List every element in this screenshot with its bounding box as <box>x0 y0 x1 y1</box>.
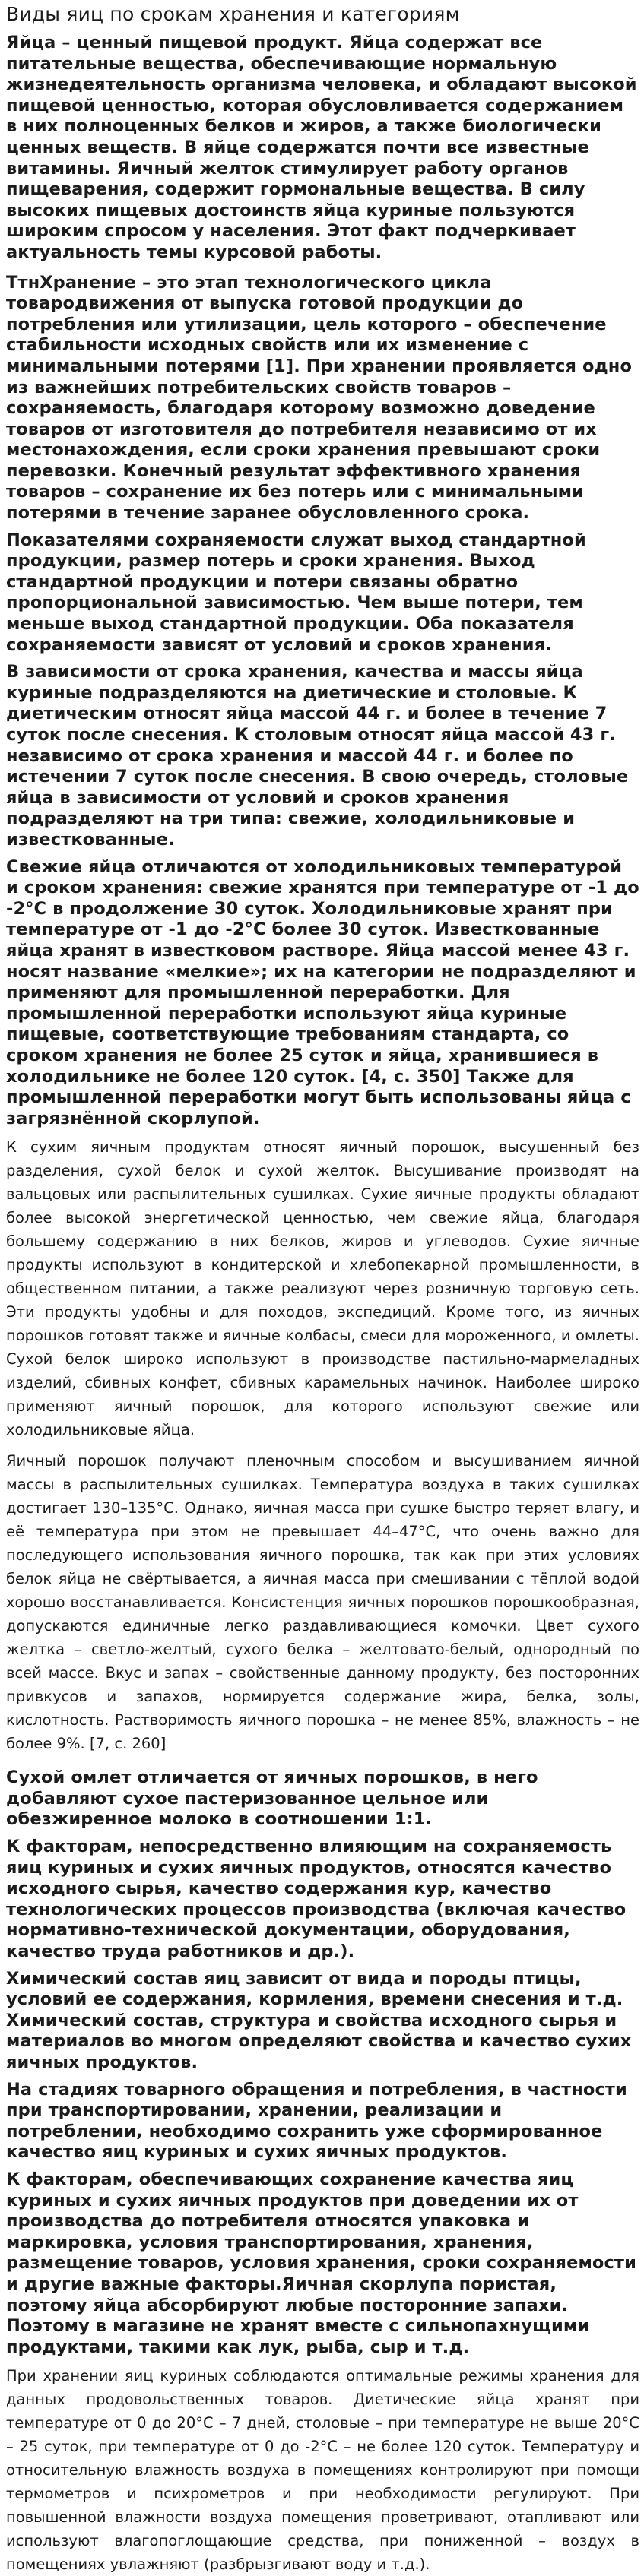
paragraph-egg-powder: Яичный порошок получают пленочным способом и высушиванием яичной массы в распылительных сушилках. Температура воздуха в таких сушилках достигает 130–135°С. Однако, яичная масса при сушке быстро теряет влагу, и её температура при этом не превышает 44–47°С, что очень важно для последующего использования яичного порошка, так как при этих условиях белок яйца не свёртывается, а яичная масса при смешивании с тёплой водой хорошо восстанавливается. Консистенция яичных порошков порошкообразная, допускаются единичные легко раздавливающиеся комочки. Цвет сухого желтка – светло-желтый, сухого белка – желтовато-белый, однородный по всей массе. Вкус и запах – свойственные данному продукту, без посторонних привкусов и запахов, нормируется содержание жира, белка, золы, кислотность. Растворимость яичного порошка – не менее 85%, влажность – не более 9%. [7, с. 260] <box>6 1452 639 1753</box>
paragraph-quality-factors: К факторам, обеспечивающих сохранение качества яиц куриных и сухих яичных продуктов при доведении их от производства до потребителя относятся упаковка и маркировка, условия транспортирования, хранения, размещение товаров, условия хранения, сроки сохраняемости и другие важные факторы.Яичная скорлупа пористая, поэтому яйца абсорбируют любые посторонние запахи. Поэтому в магазине не хранят вместе с сильнопахнущими продуктами, такими как лук, рыба, сыр и т.д. <box>6 2169 636 2357</box>
paragraph-fresh-eggs: Свежие яйца отличаются от холодильниковых температурой и сроком хранения: свежие хранятся при температуре от -1 до -2°С в продолжение 30 суток. Холодильниковые хранят при температуре от -1 до -2°С более 30 суток. Известкованные яйца хранят в известковом растворе. Яйца массой менее 43 г. носят название «мелкие»; их на категории не подразделяют и применяют для промышленной переработки. Для промышленной переработки используют яйца куриные пищевые, соответствующие требованиям стандарта, со сроком хранения не более 25 суток и яйца, хранившиеся в холодильнике не более 120 суток. [4, с. 350] Также для промышленной переработки могут быть использованы яйца с загрязнённой скорлупой. <box>6 856 639 1128</box>
paragraph-factors: К факторам, непосредственно влияющим на сохраняемость яиц куриных и сухих яичных продуктов, относятся качество исходного сырья, качество содержания кур, качество технологических процессов производства (включая качество нормативно-технической документации, оборудования, качество труда работников и др.). <box>6 1837 627 1962</box>
paragraph-storage-definition: ТтнХранение – это этап технологического цикла товародвижения от выпуска готовой продукции до потребления или утилизации, цель которого – обеспечение стабильности исходных свойств или их изменение с минимальными потерями [1]. При хранении проявляется одно из важнейших потребительских свойств товаров – сохраняемость, благодаря которому возможно доведение товаров от изготовителя до потребителя независимо от их местонахождения, если сроки хранения превышают сроки перевозки. Конечный результат эффективного хранения товаров – сохранение их без потерь или с минимальными потерями в течение заранее обусловленного срока. <box>6 272 633 524</box>
paragraph-intro: Яйца – ценный пищевой продукт. Яйца содержат все питательные вещества, обеспечивающие нормальную жизнедеятельность организма человека, и обладают высокой пищевой ценностью, которая обусловливается содержанием в них полноценных белков и жиров, а также биологически ценных веществ. В яйце содержатся почти все известные витамины. Яичный желток стимулирует работу органов пищеварения, содержит гормональные вещества. В силу высоких пищевых достоинств яйца куриные пользуются широким спросом у населения. Этот факт подчеркивает актуальность темы курсовой работы. <box>6 33 637 262</box>
paragraph-storage-modes: При хранении яиц куриных соблюдаются оптимальные режимы хранения для данных продовольственных товаров. Диетические яйца хранят при температуре от 0 до 20°С – 7 дней, столовые – при температуре не выше 20°С – 25 суток, при температуре от 0 до -2°С – не более 120 суток. Температуру и относительную влажность воздуха в помещениях контролируют при помощи термометров и психрометров и при необходимости регулируют. При повышенной влажности воздуха помещения проветривают, отапливают или используют влагопоглощающие средства, при пониженной – воздух в помещениях увлажняют (разбрызгивают воду и т.д.). <box>6 2367 639 2574</box>
paragraph-preservation-indicators: Показателями сохраняемости служат выход стандартной продукции, размер потерь и сроки хранения. Выход стандартной продукции и потери связаны обратно пропорциональной зависимостью. Чем выше потери, тем меньше выход стандартной продукции. Оба показателя сохраняемости зависят от условий и сроков хранения. <box>6 530 586 655</box>
paragraph-chemical-composition: Химический состав яиц зависит от вида и породы птицы, условий ее содержания, кормления, времени снесения и т.д. Химический состав, структура и свойства исходного сырья и материалов во многом определяют свойства и качество сухих яичных продуктов. <box>6 1968 632 2072</box>
paragraph-dry-products: К сухим яичным продуктам относят яичный порошок, высушенный без разделения, сухой белок и сухой желток. Высушивание производят на вальцовых или распылительных сушилках. Сухие яичные продукты обладают более высокой энергетической ценностью, чем свежие яйца, благодаря большему содержанию в них белков, жиров и углеводов. Сухие яичные продукты используют в кондитерской и хлебопекарной промышленности, в общественном питании, а также реализуют через розничную торговую сеть. Эти продукты удобны и для походов, экспедиций. Кроме того, из яичных порошков готовят также и яичные колбасы, смеси для мороженного, и омлеты. Сухой белок широко используют в производстве пастильно-мармеладных изделий, сбивных конфет, сбивных карамельных начинок. Наиболее широко применяют яичный порошок, для которого используют свежие или холодильниковые яйца. <box>6 1138 639 1439</box>
paragraph-circulation-stages: На стадиях товарного обращения и потребления, в частности при транспортировании, хранении, реализации и потреблении, необходимо сохранить уже сформированное качество яиц куриных и сухих яичных продуктов. <box>6 2079 627 2163</box>
paragraph-dry-omelet: Сухой омлет отличается от яичных порошков, в него добавляют сухое пастеризованное цельное или обезжиренное молоко в соотношении 1:1. <box>6 1767 538 1830</box>
paragraph-egg-types: В зависимости от срока хранения, качества и массы яйца куриные подразделяются на диетические и столовые. К диетическим относят яйца массой 44 г. и более в течение 7 суток после снесения. К столовым относят яйца массой 43 г. независимо от срока хранения и массой 44 г. и более по истечении 7 суток после снесения. В свою очередь, столовые яйца в зависимости от условий и сроков хранения подразделяют на три типа: свежие, холодильниковые и известкованные. <box>6 662 629 850</box>
page-title: Виды яиц по срокам хранения и категориям <box>6 3 460 25</box>
